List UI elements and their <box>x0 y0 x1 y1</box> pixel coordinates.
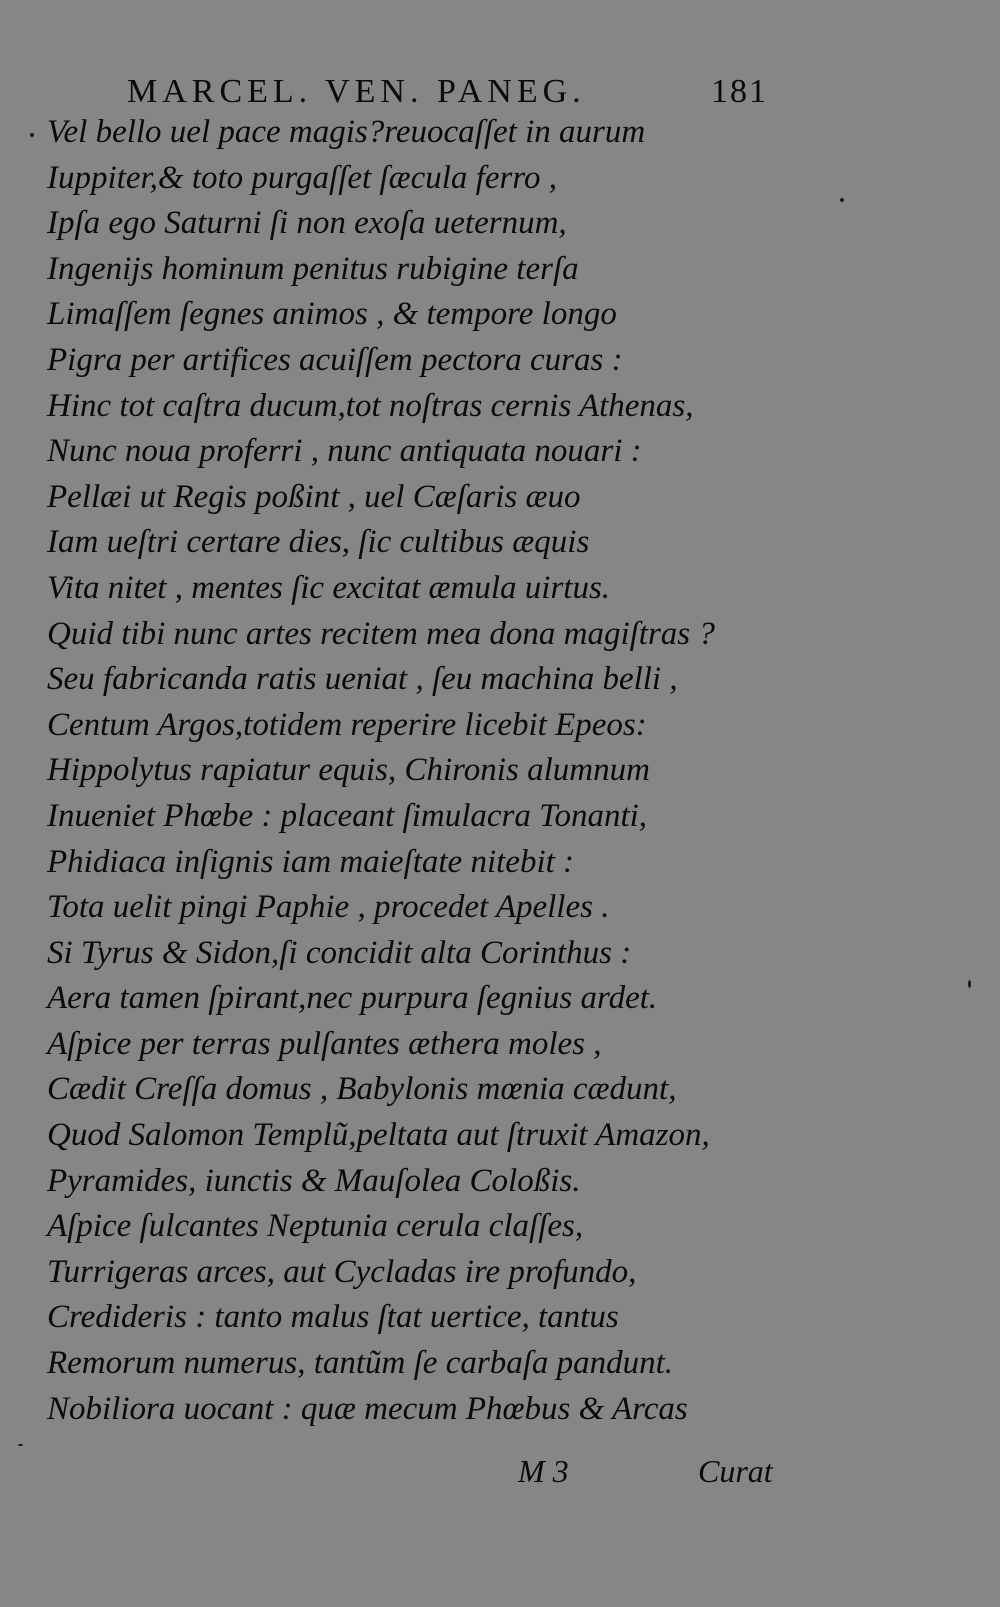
verse-line: Quod Salomon Templũ,peltata aut ſtruxit Amazon, <box>47 1117 710 1154</box>
verse-line: Cædit Creſſa domus , Babylonis mœnia cædunt, <box>47 1071 677 1108</box>
verse-line: Limaſſem ſegnes animos , & tempore longo <box>47 296 617 333</box>
ink-speck <box>30 133 34 137</box>
catchword: Curat <box>698 1453 773 1489</box>
verse-line: Aſpice ſulcantes Neptunia cerula claſſes, <box>47 1208 584 1245</box>
verse-block <box>47 110 807 1432</box>
ink-speck <box>968 980 971 988</box>
verse-line: Turrigeras arces, aut Cycladas ire profundo, <box>47 1253 637 1290</box>
verse-line: Ingeniјs hominum penitus rubigine terſa <box>47 250 579 287</box>
verse-line: Ipſa ego Saturni ſi non exoſa ueternum, <box>47 205 567 242</box>
verse-line: Pyramides, iunctis & Mauſolea Coloßis. <box>47 1162 581 1199</box>
verse-line: Vita nitet , mentes ſic excitat æmula uirtus. <box>47 569 611 606</box>
verse-line: Nunc noua proferri , nunc antiquata nouari : <box>47 433 642 470</box>
verse-line: Tota uelit pingi Paphie , procedet Apelles . <box>47 889 610 926</box>
verse-line: Centum Argos,totidem reperire licebit Epeos: <box>47 706 647 743</box>
signature-mark: M 3 <box>518 1453 569 1489</box>
verse-line: Credideris : tanto malus ſtat uertice, tantus <box>47 1299 619 1336</box>
verse-line: Pellæi ut Regis poßint , uel Cæſaris æuo <box>47 478 581 515</box>
verse-line: Iam ueſtri certare dies, ſic cultibus æquis <box>47 524 590 561</box>
verse-line: Quid tibi nunc artes recitem mea dona magiſtras ? <box>47 615 715 652</box>
verse-line: Vel bello uel pace magis?reuocaſſet in aurum <box>47 114 646 150</box>
verse-line: Nobiliora uocant : quæ mecum Phœbus & Arcas <box>47 1390 688 1427</box>
verse-line: Remorum numerus, tantũm ſe carbaſa pandunt. <box>47 1345 674 1382</box>
verse-line: Pigra per artifices acuiſſem pectora curas : <box>47 341 623 378</box>
verse-line: Iuppiter,& toto purgaſſet ſæcula ferro , <box>47 159 557 196</box>
ink-speck <box>840 198 844 202</box>
ink-speck <box>18 1444 23 1446</box>
verse-line: Si Tyrus & Sidon,ſi concidit alta Corinthus : <box>47 934 632 971</box>
verse-line: Hinc tot caſtra ducum,tot noſtras cernis Athenas, <box>47 387 694 424</box>
verse-line: Seu fabricanda ratis ueniat , ſeu machina belli , <box>47 661 678 698</box>
verse-line: Hippolytus rapiatur equis, Chironis alumnum <box>47 752 650 789</box>
page-number: 181 <box>711 73 768 110</box>
catchline <box>518 1447 788 1495</box>
verse-line: Aſpice per terras pulſantes æthera moles , <box>47 1025 602 1062</box>
verse-line: Phidiaca inſignis iam maieſtate nitebit : <box>47 843 575 880</box>
verse-line: Inueniet Phœbe : placeant ſimulacra Tonanti, <box>47 797 648 834</box>
verse-line: Aera tamen ſpirant,nec purpura ſegnius ardet. <box>47 980 658 1017</box>
running-title: MARCEL. VEN. PANEG. <box>127 73 586 110</box>
